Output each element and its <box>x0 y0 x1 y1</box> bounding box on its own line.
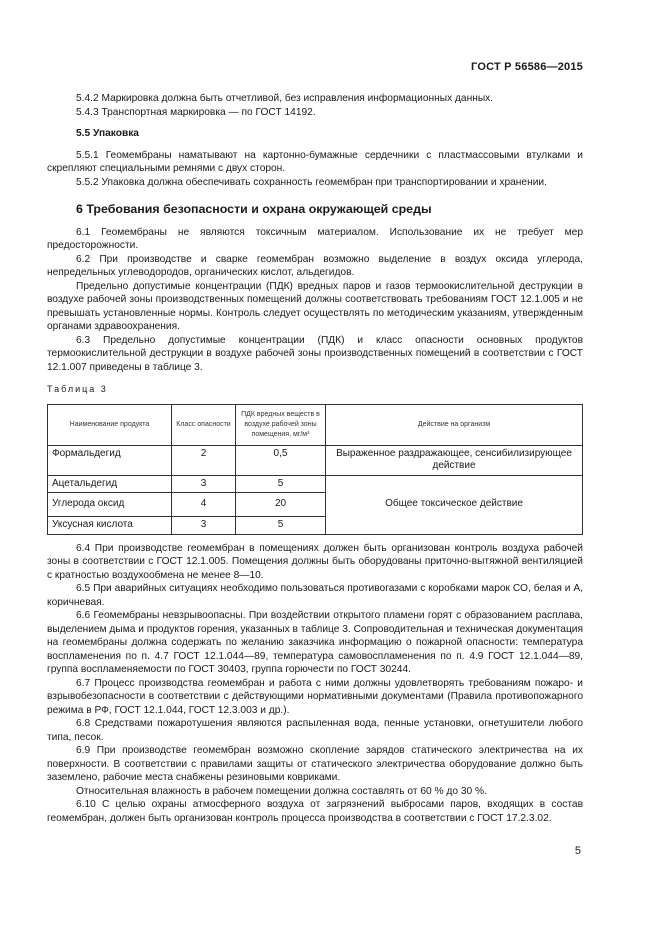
paragraph-6-4: 6.4 При производстве геомембран в помещениях должен быть организован контроль воздуха рабочей зоны в соответствии с ГОСТ 12.1.005. Помещения должны быть оборудованы приточно-вытяжной вентиляцией с кратностью воздухообмена не менее 8—10. <box>47 542 583 581</box>
header-pdk: ПДК вредных веществ в воздухе рабочей зоны помещения, мг/м³ <box>236 404 326 445</box>
paragraph-humidity: Относительная влажность в рабочем помещении должна составлять от 60 % до 30 %. <box>76 785 487 797</box>
cell-product: Формальдегид <box>48 445 172 475</box>
hazard-table <box>47 404 583 535</box>
cell-product: Уксусная кислота <box>48 517 172 535</box>
cell-class: 2 <box>172 445 236 475</box>
header-class: Класс опасности <box>172 404 236 445</box>
cell-product: Углерода оксид <box>48 493 172 517</box>
page-number: 5 <box>574 845 581 857</box>
cell-pdk: 0,5 <box>236 445 326 475</box>
cell-pdk: 5 <box>236 517 326 535</box>
paragraph-6-9: 6.9 При производстве геомембран возможно скопление зарядов статического электричества на их поверхности. В соответствии с правилами защиты от статического электричества оборудование должно быть заземлено, рабочие места снабжены резиновыми ковриками. <box>47 745 583 783</box>
section-6-heading: 6 Требования безопасности и охрана окружающей среды <box>76 202 432 216</box>
header-effect: Действие на организм <box>326 404 583 445</box>
cell-effect-merged: Общее токсическое действие <box>326 475 583 534</box>
table-row <box>48 475 583 493</box>
paragraph-5-5-1: 5.5.1 Геомембраны наматывают на картонно-бумажные сердечники с пластмассовыми втулками и скрепляют специальными ремнями с двух сторон. <box>47 149 583 174</box>
paragraph-6-2: 6.2 При производстве и сварке геомембран возможно выделение в воздух оксида углерода, непредельных углеводородов, органических кислот, альдегидов. <box>47 253 583 278</box>
table-caption: Таблица 3 <box>47 384 108 394</box>
page-content <box>47 92 583 825</box>
standard-header: ГОСТ Р 56586—2015 <box>471 61 583 73</box>
paragraph-5-4-2: 5.4.2 Маркировка должна быть отчетливой, без исправления информационных данных. <box>76 93 494 104</box>
cell-class: 3 <box>172 517 236 535</box>
paragraph-6-7: 6.7 Процесс производства геомембран и работа с ними должны удовлетворять требованиям пожаро- и взрывобезопасности в соответствии с действующими нормативными документами (Правила противопожарного режима в РФ, ГОСТ 12.1.044, ГОСТ 12.3.003 и др.). <box>47 677 583 716</box>
paragraph-6-6: 6.6 Геомембраны невзрывоопасны. При воздействии открытого пламени горят с образованием расплава, выделением дыма и продуктов горения, указанных в таблице 3. Сопроводительная и техническая документация на геомембраны должна содержать по желанию заказчика информацию о пожарной опасности: температура воспламенения по п. 4.7 ГОСТ 12.1.044—89, температура самовоспламенения по п. 4.9 ГОСТ 12.1.044—89, группа воспламеняемости по ГОСТ 30403, группа горючести по ГОСТ 30244. <box>47 610 583 675</box>
section-5-5-heading: 5.5 Упаковка <box>76 128 139 139</box>
header-product: Наименование продукта <box>48 404 172 445</box>
cell-pdk: 5 <box>236 475 326 493</box>
cell-class: 4 <box>172 493 236 517</box>
cell-class: 3 <box>172 475 236 493</box>
cell-pdk: 20 <box>236 493 326 517</box>
table-header-row <box>48 404 583 445</box>
paragraph-5-4-3: 5.4.3 Транспортная маркировка — по ГОСТ 14192. <box>76 106 316 118</box>
paragraph-6-5: 6.5 При аварийных ситуациях необходимо пользоваться противогазами с коробками марок СО, белая и А, коричневая. <box>47 583 583 608</box>
cell-product: Ацетальдегид <box>48 475 172 493</box>
paragraph-6-10: 6.10 С целью охраны атмосферного воздуха от загрязнений выбросами паров, входящих в состав геомембран, должен быть организован контроль процесса производства в соответствии с ГОСТ 17.2.3.02. <box>47 799 583 824</box>
cell-effect: Выраженное раздражающее, сенсибилизирующее действие <box>326 445 583 475</box>
paragraph-6-3: 6.3 Предельно допустимые концентрации (ПДК) и класс опасности основных продуктов термоокислительной деструкции в воздухе рабочей зоны производственных помещений в соответствии с ГОСТ 12.1.007 приведены в таблице 3. <box>47 334 583 373</box>
table-row <box>48 445 583 475</box>
paragraph-6-1: 6.1 Геомембраны не являются токсичным материалом. Использование их не требует мер предосторожности. <box>47 226 583 251</box>
paragraph-6-2-pdk: Предельно допустимые концентрации (ПДК) вредных паров и газов термоокислительной деструкции в воздухе рабочей зоны производственных помещений должны соответствовать требованиям ГОСТ 12.1.005 и не превышать установленные нормы. Контроль следует осуществлять по методическим указаниям, утвержденным органами здравоохранения. <box>47 280 583 332</box>
paragraph-6-8: 6.8 Средствами пожаротушения являются распыленная вода, пенные установки, огнетушители любого типа, песок. <box>47 718 583 743</box>
paragraph-5-5-2: 5.5.2 Упаковка должна обеспечивать сохранность геомембран при транспортировании и хранении. <box>76 176 547 188</box>
